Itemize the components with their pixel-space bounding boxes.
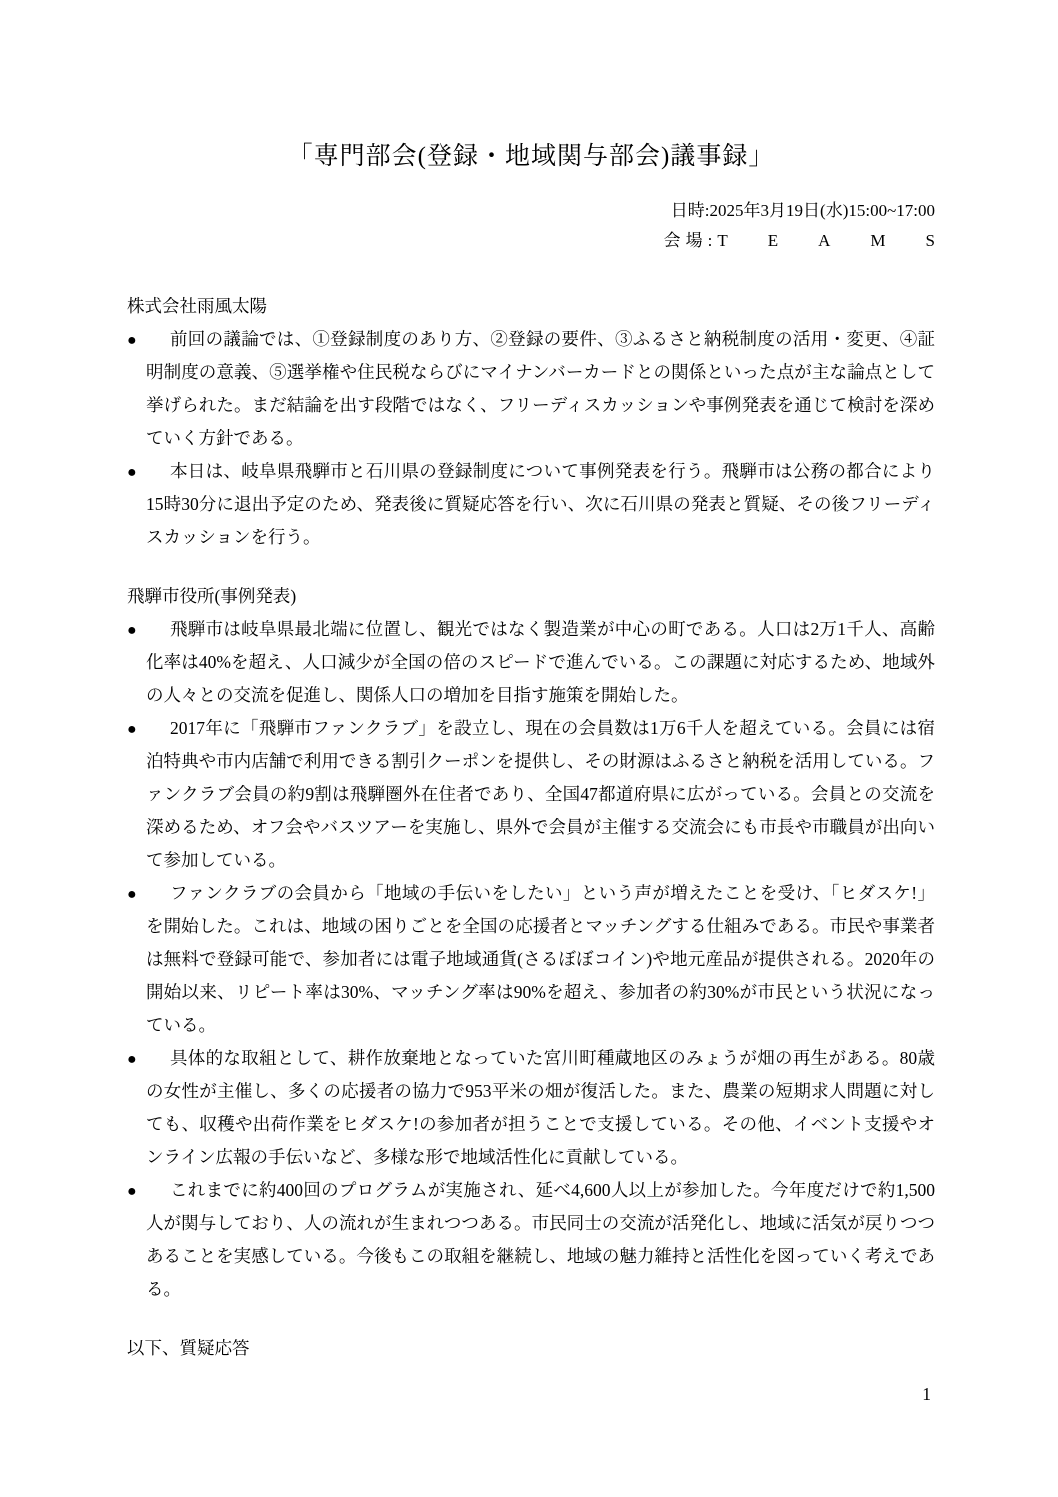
bullet-icon: ● (127, 622, 137, 639)
section-amekaze-taiyo (127, 290, 935, 554)
bullet-icon: ● (127, 1051, 137, 1068)
list-item (127, 613, 935, 712)
list-item (127, 877, 935, 1042)
list-item-text: 前回の議論では、①登録制度のあり方、②登録の要件、③ふるさと納税制度の活用・変更、④証明制度の意義、⑤選挙権や住民税ならびにマイナンバーカードとの関係といった点が主な論点として挙げられた。まだ結論を出す段階ではなく、フリーディスカッションや事例発表を通じて検討を深めていく方針である。 (146, 329, 935, 448)
bullet-icon: ● (127, 332, 137, 349)
bullet-icon: ● (127, 464, 137, 481)
meta-venue-label: 会場: (663, 231, 718, 250)
closing-note: 以下、質疑応答 (127, 1338, 250, 1358)
list-item-text: 飛騨市は岐阜県最北端に位置し、観光ではなく製造業が中心の町である。人口は2万1千人、高齢化率は40%を超え、人口減少が全国の倍のスピードで進んでいる。この課題に対応するため、地域外の人々との交流を促進し、関係人口の増加を目指す施策を開始した。 (146, 619, 935, 705)
meta-venue (127, 226, 975, 256)
section-heading: 飛騨市役所(事例発表) (127, 586, 297, 606)
list-item-text: 2017年に「飛騨市ファンクラブ」を設立し、現在の会員数は1万6千人を超えている。会員には宿泊特典や市内店舗で利用できる割引クーポンを提供し、その財源はふるさと納税を活用している。ファンクラブ会員の約9割は飛騨圏外在住者であり、全国47都道府県に広がっている。会員との交流を深めるため、オフ会やバスツアーを実施し、県外で会員が主催する交流会にも市長や市職員が出向いて参加している。 (146, 718, 935, 870)
meta-block (127, 196, 975, 256)
meta-venue-value: TEAMS (717, 231, 975, 250)
list-item (127, 1042, 935, 1174)
bullet-icon: ● (127, 1183, 137, 1200)
list-item-text: ファンクラブの会員から「地域の手伝いをしたい」という声が増えたことを受け、「ヒダスケ!」を開始した。これは、地域の困りごとを全国の応援者とマッチングする仕組みである。市民や事業者は無料で登録可能で、参加者には電子地域通貨(さるぼぼコイン)や地元産品が提供される。2020年の開始以来、リピート率は30%、マッチング率は90%を超え、参加者の約30%が市民という状況になっている。 (146, 883, 935, 1035)
list-item (127, 712, 935, 877)
list-item-text: これまでに約400回のプログラムが実施され、延べ4,600人以上が参加した。今年度だけで約1,500人が関与しており、人の流れが生まれつつある。市民同士の交流が活発化し、地域に活気が戻りつつあることを実感している。今後もこの取組を継続し、地域の魅力維持と活性化を図っていく考えである。 (146, 1180, 935, 1299)
bullet-icon: ● (127, 886, 137, 903)
list-item (127, 455, 935, 554)
document-content (127, 0, 975, 1365)
meta-datetime-label: 日時: (670, 201, 710, 220)
list-item-text: 本日は、岐阜県飛騨市と石川県の登録制度について事例発表を行う。飛騨市は公務の都合により15時30分に退出予定のため、発表後に質疑応答を行い、次に石川県の発表と質疑、その後フリーディスカッションを行う。 (146, 461, 935, 547)
section-hida-city-office (127, 580, 935, 1306)
meta-datetime (127, 196, 935, 226)
list-item-text: 具体的な取組として、耕作放棄地となっていた宮川町種蔵地区のみょうが畑の再生がある。80歳の女性が主催し、多くの応援者の協力で953平米の畑が復活した。また、農業の短期求人問題に対しても、収穫や出荷作業をヒダスケ!の参加者が担うことで支援している。その他、イベント支援やオンライン広報の手伝いなど、多様な形で地域活性化に貢献している。 (146, 1048, 935, 1167)
page-title: 「専門部会(登録・地域関与部会)議事録」 (287, 143, 775, 170)
section-heading: 株式会社雨風太陽 (127, 296, 267, 316)
meta-datetime-value: 2025年3月19日(水)15:00~17:00 (709, 201, 935, 220)
page-number: 1 (922, 1384, 931, 1404)
bullet-icon: ● (127, 721, 137, 738)
list-item (127, 1174, 935, 1306)
list-item (127, 323, 935, 455)
